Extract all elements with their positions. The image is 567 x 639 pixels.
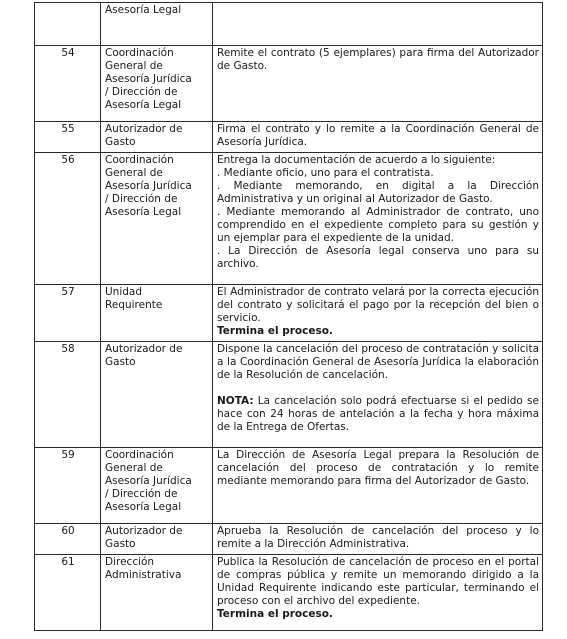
activity-cell: [213, 122, 543, 153]
nota-paragraph: [217, 395, 539, 434]
activity-text: Aprueba la Resolución de cancelación del proceso y lo remite a la Dirección Administrativa.: [217, 525, 539, 550]
activity-bullet: . Mediante memorando, en digital a la Dirección Administrativa y un original al Autorizador de Gasto.: [217, 180, 539, 205]
end-note: Termina el proceso.: [217, 608, 333, 620]
responsible-line: Gasto: [105, 356, 136, 368]
table-row: [35, 153, 543, 285]
responsible-line: Dirección: [105, 556, 155, 568]
responsible-line: Gasto: [105, 538, 136, 550]
responsible-line: Asesoría Legal: [105, 206, 182, 218]
responsible-line: General de: [105, 60, 163, 72]
responsible-line: General de: [105, 167, 163, 179]
responsible-line: Administrativa: [105, 569, 182, 581]
activity-cell: [213, 153, 543, 285]
activity-text: La Dirección de Asesoría Legal prepara la Resolución de cancelación del proceso de contratación y lo remite mediante memorando para firma del Autorizador de Gasto.: [217, 449, 539, 487]
responsible-cell: [101, 153, 213, 285]
responsible-line: Asesoría Jurídica: [105, 73, 192, 85]
activity-text: El Administrador de contrato velará por la correcta ejecución del contrato y solicitará el pago por la recepción del bien o servicio.: [217, 286, 539, 324]
activity-cell: [213, 3, 543, 46]
responsible-cell: [101, 285, 213, 342]
step-number: 61: [35, 555, 101, 631]
activity-text: Entrega la documentación de acuerdo a lo siguiente:: [217, 154, 496, 166]
responsible-line: Asesoría Jurídica: [105, 475, 192, 487]
step-number: 58: [35, 342, 101, 448]
table-row: [35, 555, 543, 631]
procedure-table-body: [35, 3, 543, 631]
responsible-line: Unidad: [105, 286, 143, 298]
responsible-line: Coordinación: [105, 47, 174, 59]
activity-text: Firma el contrato y lo remite a la Coordinación General de Asesoría Jurídica.: [217, 123, 539, 148]
responsible-cell: [101, 555, 213, 631]
responsible-line: Autorizador de: [105, 525, 183, 537]
end-note: Termina el proceso.: [217, 325, 333, 337]
responsible-cell: [101, 122, 213, 153]
step-number: 59: [35, 448, 101, 524]
table-row: [35, 448, 543, 524]
activity-cell: [213, 285, 543, 342]
nota-text: La cancelación solo podrá efectuarse si el pedido se hace con 24 horas de antelación a la fecha y hora máxima de la Entrega de Ofertas.: [217, 395, 539, 433]
activity-cell: [213, 448, 543, 524]
responsible-line: Coordinación: [105, 449, 174, 461]
table-row: [35, 342, 543, 448]
responsible-cell: [101, 3, 213, 46]
activity-bullet: . Mediante memorando al Administrador de contrato, uno comprendido en el expediente completo para su gestión y un ejemplar para el expediente de la unidad.: [217, 206, 539, 244]
activity-bullet: . Mediante oficio, uno para el contratista.: [217, 167, 434, 179]
responsible-line: / Dirección de: [105, 86, 178, 98]
responsible-line: Requirente: [105, 299, 163, 311]
step-number: 55: [35, 122, 101, 153]
activity-text: Dispone la cancelación del proceso de contratación y solicita a la Coordinación General de Asesoría Jurídica la elaboración de la Resolución de cancelación.: [217, 343, 539, 381]
activity-cell: [213, 342, 543, 448]
responsible-line: Asesoría Legal: [105, 4, 182, 16]
step-number: 56: [35, 153, 101, 285]
responsible-line: Asesoría Legal: [105, 99, 182, 111]
responsible-line: General de: [105, 462, 163, 474]
responsible-cell: [101, 46, 213, 122]
responsible-line: Gasto: [105, 136, 136, 148]
table-row: [35, 285, 543, 342]
responsible-line: / Dirección de: [105, 488, 178, 500]
step-number: 60: [35, 524, 101, 555]
responsible-line: Autorizador de: [105, 343, 183, 355]
procedure-table: [34, 2, 543, 631]
activity-cell: [213, 46, 543, 122]
activity-bullet: . La Dirección de Asesoría legal conserva uno para su archivo.: [217, 245, 539, 270]
table-row: [35, 122, 543, 153]
activity-text: Remite el contrato (5 ejemplares) para firma del Autorizador de Gasto.: [217, 47, 539, 72]
responsible-cell: [101, 524, 213, 555]
responsible-line: / Dirección de: [105, 193, 178, 205]
responsible-line: Asesoría Jurídica: [105, 180, 192, 192]
table-row: [35, 3, 543, 46]
activity-cell: [213, 555, 543, 631]
activity-cell: [213, 524, 543, 555]
responsible-cell: [101, 448, 213, 524]
step-number: 57: [35, 285, 101, 342]
table-row: [35, 46, 543, 122]
activity-text: Publica la Resolución de cancelación de proceso en el portal de compras pública y remite un memorando dirigido a la Unidad Requirente indicando este particular, terminando el proceso con el archivo del expediente.: [217, 556, 539, 607]
responsible-cell: [101, 342, 213, 448]
responsible-line: Asesoría Legal: [105, 501, 182, 513]
nota-label: NOTA:: [217, 395, 254, 407]
paragraph-gap: [217, 382, 539, 395]
step-number: 54: [35, 46, 101, 122]
step-number: [35, 3, 101, 46]
table-row: [35, 524, 543, 555]
responsible-line: Autorizador de: [105, 123, 183, 135]
responsible-line: Coordinación: [105, 154, 174, 166]
